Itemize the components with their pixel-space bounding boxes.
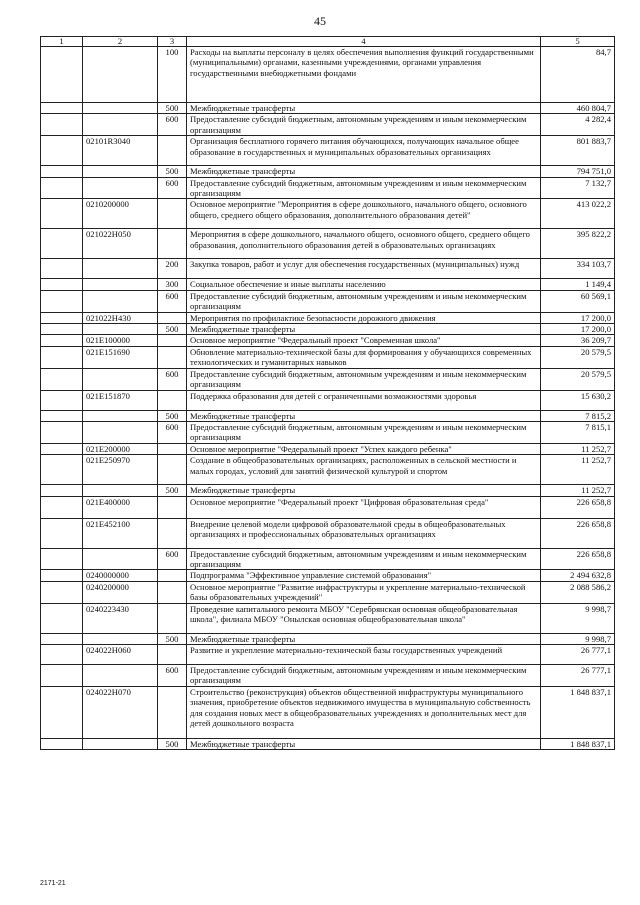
row-col1-cell — [41, 103, 83, 114]
expense-type-cell: 600 — [158, 290, 187, 312]
section-code-cell — [83, 548, 158, 570]
expense-type-cell: 500 — [158, 410, 187, 421]
row-col1-cell — [41, 114, 83, 136]
section-code-cell: 0240200000 — [83, 581, 158, 603]
description-cell: Расходы на выплаты персоналу в целях обеспечения выполнения функций государственными (муниципальными) органами, казенными учреждениями, органами управления государственными внебюджетными фондами — [187, 47, 541, 103]
table-row — [41, 443, 615, 454]
expense-type-cell — [158, 443, 187, 454]
description-cell: Мероприятия по профилактике безопасности дорожного движения — [187, 312, 541, 323]
row-col1-cell — [41, 664, 83, 686]
expense-type-cell: 500 — [158, 103, 187, 114]
expense-type-cell — [158, 229, 187, 259]
section-code-cell: 021Е151870 — [83, 390, 158, 410]
amount-cell: 395 822,2 — [541, 229, 615, 259]
amount-cell: 1 848 837,1 — [541, 738, 615, 749]
section-code-cell — [83, 259, 158, 279]
row-col1-cell — [41, 346, 83, 368]
section-code-cell — [83, 279, 158, 290]
amount-cell: 1 848 837,1 — [541, 686, 615, 738]
amount-cell: 7 815,1 — [541, 421, 615, 443]
expense-type-cell: 500 — [158, 166, 187, 177]
table-row — [41, 199, 615, 229]
expense-type-cell — [158, 644, 187, 664]
expense-type-cell: 500 — [158, 324, 187, 335]
row-col1-cell — [41, 686, 83, 738]
row-col1-cell — [41, 259, 83, 279]
row-col1-cell — [41, 335, 83, 346]
row-col1-cell — [41, 738, 83, 749]
expense-type-cell — [158, 199, 187, 229]
column-header-5: 5 — [541, 37, 615, 47]
section-code-cell — [83, 421, 158, 443]
section-code-cell: 024022Н070 — [83, 686, 158, 738]
table-header-row — [41, 37, 615, 47]
row-col1-cell — [41, 485, 83, 496]
row-col1-cell — [41, 279, 83, 290]
section-code-cell — [83, 368, 158, 390]
section-code-cell: 024022Н060 — [83, 644, 158, 664]
expense-type-cell — [158, 346, 187, 368]
row-col1-cell — [41, 633, 83, 644]
amount-cell: 226 658,8 — [541, 548, 615, 570]
table-row — [41, 114, 615, 136]
expense-type-cell — [158, 603, 187, 633]
table-row — [41, 455, 615, 485]
expense-type-cell: 500 — [158, 633, 187, 644]
row-col1-cell — [41, 368, 83, 390]
table-row — [41, 335, 615, 346]
expense-type-cell: 200 — [158, 259, 187, 279]
amount-cell: 36 209,7 — [541, 335, 615, 346]
description-cell: Предоставление субсидий бюджетным, автономным учреждениям и иным некоммерческим организациям — [187, 290, 541, 312]
table-row — [41, 738, 615, 749]
expense-type-cell: 300 — [158, 279, 187, 290]
table-body — [41, 47, 615, 750]
description-cell: Подпрограмма "Эффективное управление системой образования" — [187, 570, 541, 581]
amount-cell: 794 751,0 — [541, 166, 615, 177]
row-col1-cell — [41, 496, 83, 518]
amount-cell: 226 658,8 — [541, 518, 615, 548]
table-row — [41, 518, 615, 548]
amount-cell: 226 658,8 — [541, 496, 615, 518]
table-row — [41, 570, 615, 581]
description-cell: Закупка товаров, работ и услуг для обеспечения государственных (муниципальных) нужд — [187, 259, 541, 279]
expense-type-cell — [158, 335, 187, 346]
description-cell: Создание в общеобразовательных организациях, расположенных в сельской местности и малых городах, условий для занятий физической культурой и спортом — [187, 455, 541, 485]
amount-cell: 60 569,1 — [541, 290, 615, 312]
description-cell: Основное мероприятие "Федеральный проект "Цифровая образовательная среда" — [187, 496, 541, 518]
amount-cell: 334 103,7 — [541, 259, 615, 279]
description-cell: Мероприятия в сфере дошкольного, начального общего, основного общего, среднего общего образования, дополнительного образования детей в образовательных организациях — [187, 229, 541, 259]
column-header-1: 1 — [41, 37, 83, 47]
section-code-cell — [83, 485, 158, 496]
section-code-cell: 021Е400000 — [83, 496, 158, 518]
amount-cell: 11 252,7 — [541, 443, 615, 454]
amount-cell: 460 804,7 — [541, 103, 615, 114]
table-row — [41, 259, 615, 279]
table-row — [41, 548, 615, 570]
row-col1-cell — [41, 199, 83, 229]
table-row — [41, 368, 615, 390]
description-cell: Строительство (реконструкция) объектов общественной инфраструктуры муниципального значения, приобретение объектов недвижимого имущества в муниципальную собственность для создания новых мест в общеобразовательных учреждениях и дополнительных мест для детей дошкольного возраста — [187, 686, 541, 738]
budget-table — [40, 36, 615, 750]
expense-type-cell — [158, 312, 187, 323]
amount-cell: 7 815,2 — [541, 410, 615, 421]
section-code-cell — [83, 166, 158, 177]
amount-cell: 1 149,4 — [541, 279, 615, 290]
amount-cell: 2 494 632,8 — [541, 570, 615, 581]
description-cell: Межбюджетные трансферты — [187, 738, 541, 749]
description-cell: Основное мероприятие "Развитие инфраструктуры и укрепление материально-технической базы образовательных учреждений" — [187, 581, 541, 603]
section-code-cell — [83, 664, 158, 686]
amount-cell: 9 998,7 — [541, 633, 615, 644]
section-code-cell — [83, 633, 158, 644]
description-cell: Обновление материально-технической базы для формирования у обучающихся современных технологических и гуманитарных навыков — [187, 346, 541, 368]
column-header-2: 2 — [83, 37, 158, 47]
table-row — [41, 177, 615, 199]
section-code-cell — [83, 177, 158, 199]
section-code-cell — [83, 290, 158, 312]
table-row — [41, 421, 615, 443]
row-col1-cell — [41, 581, 83, 603]
description-cell: Межбюджетные трансферты — [187, 166, 541, 177]
section-code-cell — [83, 738, 158, 749]
amount-cell: 7 132,7 — [541, 177, 615, 199]
table-row — [41, 603, 615, 633]
table-row — [41, 633, 615, 644]
section-code-cell: 021Е250970 — [83, 455, 158, 485]
description-cell: Предоставление субсидий бюджетным, автономным учреждениям и иным некоммерческим организациям — [187, 177, 541, 199]
footer-document-code: 2171-21 — [40, 880, 66, 887]
section-code-cell — [83, 103, 158, 114]
section-code-cell: 021Е100000 — [83, 335, 158, 346]
row-col1-cell — [41, 548, 83, 570]
section-code-cell: 021022Н430 — [83, 312, 158, 323]
row-col1-cell — [41, 644, 83, 664]
amount-cell: 17 200,0 — [541, 312, 615, 323]
table-row — [41, 410, 615, 421]
table-row — [41, 496, 615, 518]
expense-type-cell: 600 — [158, 114, 187, 136]
section-code-cell — [83, 114, 158, 136]
amount-cell: 4 282,4 — [541, 114, 615, 136]
description-cell: Предоставление субсидий бюджетным, автономным учреждениям и иным некоммерческим организациям — [187, 421, 541, 443]
table-row — [41, 390, 615, 410]
description-cell: Основное мероприятие "Мероприятия в сфере дошкольного, начального общего, основного общего, среднего общего образования, дополнительного образования детей" — [187, 199, 541, 229]
section-code-cell — [83, 410, 158, 421]
description-cell: Организация бесплатного горячего питания обучающихся, получающих начальное общее образование в государственных и муниципальных образовательных организациях — [187, 136, 541, 166]
amount-cell: 801 883,7 — [541, 136, 615, 166]
table-row — [41, 166, 615, 177]
expense-type-cell — [158, 570, 187, 581]
section-code-cell: 021Е200000 — [83, 443, 158, 454]
table-row — [41, 229, 615, 259]
expense-type-cell: 500 — [158, 738, 187, 749]
row-col1-cell — [41, 136, 83, 166]
table-row — [41, 312, 615, 323]
section-code-cell — [83, 47, 158, 103]
amount-cell: 11 252,7 — [541, 455, 615, 485]
table-row — [41, 664, 615, 686]
table-row — [41, 324, 615, 335]
description-cell: Развитие и укрепление материально-технической базы государственных учреждений — [187, 644, 541, 664]
expense-type-cell: 600 — [158, 664, 187, 686]
description-cell: Межбюджетные трансферты — [187, 485, 541, 496]
row-col1-cell — [41, 570, 83, 581]
row-col1-cell — [41, 229, 83, 259]
section-code-cell: 021Е151690 — [83, 346, 158, 368]
row-col1-cell — [41, 455, 83, 485]
row-col1-cell — [41, 410, 83, 421]
amount-cell: 26 777,1 — [541, 644, 615, 664]
description-cell: Предоставление субсидий бюджетным, автономным учреждениям и иным некоммерческим организациям — [187, 664, 541, 686]
amount-cell: 20 579,5 — [541, 346, 615, 368]
description-cell: Проведение капитального ремонта МБОУ "Серебрянская основная общеобразовательная школа", филиала МБОУ "Онылская основная общеобразовательная школа" — [187, 603, 541, 633]
description-cell: Межбюджетные трансферты — [187, 633, 541, 644]
expense-type-cell — [158, 686, 187, 738]
section-code-cell: 0240223430 — [83, 603, 158, 633]
amount-cell: 11 252,7 — [541, 485, 615, 496]
description-cell: Межбюджетные трансферты — [187, 324, 541, 335]
expense-type-cell — [158, 136, 187, 166]
table-row — [41, 485, 615, 496]
row-col1-cell — [41, 443, 83, 454]
table-row — [41, 644, 615, 664]
section-code-cell: 021022Н050 — [83, 229, 158, 259]
expense-type-cell: 600 — [158, 177, 187, 199]
expense-type-cell: 600 — [158, 421, 187, 443]
table-row — [41, 279, 615, 290]
description-cell: Внедрение целевой модели цифровой образовательной среды в общеобразовательных организациях и профессиональных образовательных организациях — [187, 518, 541, 548]
expense-type-cell: 600 — [158, 368, 187, 390]
column-header-3: 3 — [158, 37, 187, 47]
expense-type-cell — [158, 496, 187, 518]
table-row — [41, 47, 615, 103]
row-col1-cell — [41, 518, 83, 548]
description-cell: Предоставление субсидий бюджетным, автономным учреждениям и иным некоммерческим организациям — [187, 548, 541, 570]
description-cell: Основное мероприятие "Федеральный проект "Успех каждого ребенка" — [187, 443, 541, 454]
expense-type-cell — [158, 455, 187, 485]
section-code-cell: 0240000000 — [83, 570, 158, 581]
section-code-cell: 0210200000 — [83, 199, 158, 229]
description-cell: Межбюджетные трансферты — [187, 410, 541, 421]
amount-cell: 84,7 — [541, 47, 615, 103]
section-code-cell: 02101R3040 — [83, 136, 158, 166]
row-col1-cell — [41, 177, 83, 199]
table-row — [41, 346, 615, 368]
table-row — [41, 686, 615, 738]
table-row — [41, 136, 615, 166]
expense-type-cell: 600 — [158, 548, 187, 570]
amount-cell: 413 022,2 — [541, 199, 615, 229]
amount-cell: 20 579,5 — [541, 368, 615, 390]
amount-cell: 9 998,7 — [541, 603, 615, 633]
table-row — [41, 581, 615, 603]
amount-cell: 2 088 586,2 — [541, 581, 615, 603]
section-code-cell — [83, 324, 158, 335]
row-col1-cell — [41, 290, 83, 312]
column-header-4: 4 — [187, 37, 541, 47]
expense-type-cell: 100 — [158, 47, 187, 103]
expense-type-cell: 500 — [158, 485, 187, 496]
amount-cell: 17 200,0 — [541, 324, 615, 335]
description-cell: Социальное обеспечение и иные выплаты населению — [187, 279, 541, 290]
description-cell: Межбюджетные трансферты — [187, 103, 541, 114]
expense-type-cell — [158, 518, 187, 548]
row-col1-cell — [41, 324, 83, 335]
row-col1-cell — [41, 421, 83, 443]
description-cell: Основное мероприятие "Федеральный проект "Современная школа" — [187, 335, 541, 346]
section-code-cell: 021Е452100 — [83, 518, 158, 548]
amount-cell: 15 630,2 — [541, 390, 615, 410]
amount-cell: 26 777,1 — [541, 664, 615, 686]
row-col1-cell — [41, 47, 83, 103]
expense-type-cell — [158, 581, 187, 603]
description-cell: Предоставление субсидий бюджетным, автономным учреждениям и иным некоммерческим организациям — [187, 114, 541, 136]
row-col1-cell — [41, 390, 83, 410]
expense-type-cell — [158, 390, 187, 410]
description-cell: Поддержка образования для детей с ограниченными возможностями здоровья — [187, 390, 541, 410]
row-col1-cell — [41, 166, 83, 177]
table-row — [41, 103, 615, 114]
description-cell: Предоставление субсидий бюджетным, автономным учреждениям и иным некоммерческим организациям — [187, 368, 541, 390]
row-col1-cell — [41, 603, 83, 633]
page-number: 45 — [314, 14, 326, 28]
row-col1-cell — [41, 312, 83, 323]
table-row — [41, 290, 615, 312]
